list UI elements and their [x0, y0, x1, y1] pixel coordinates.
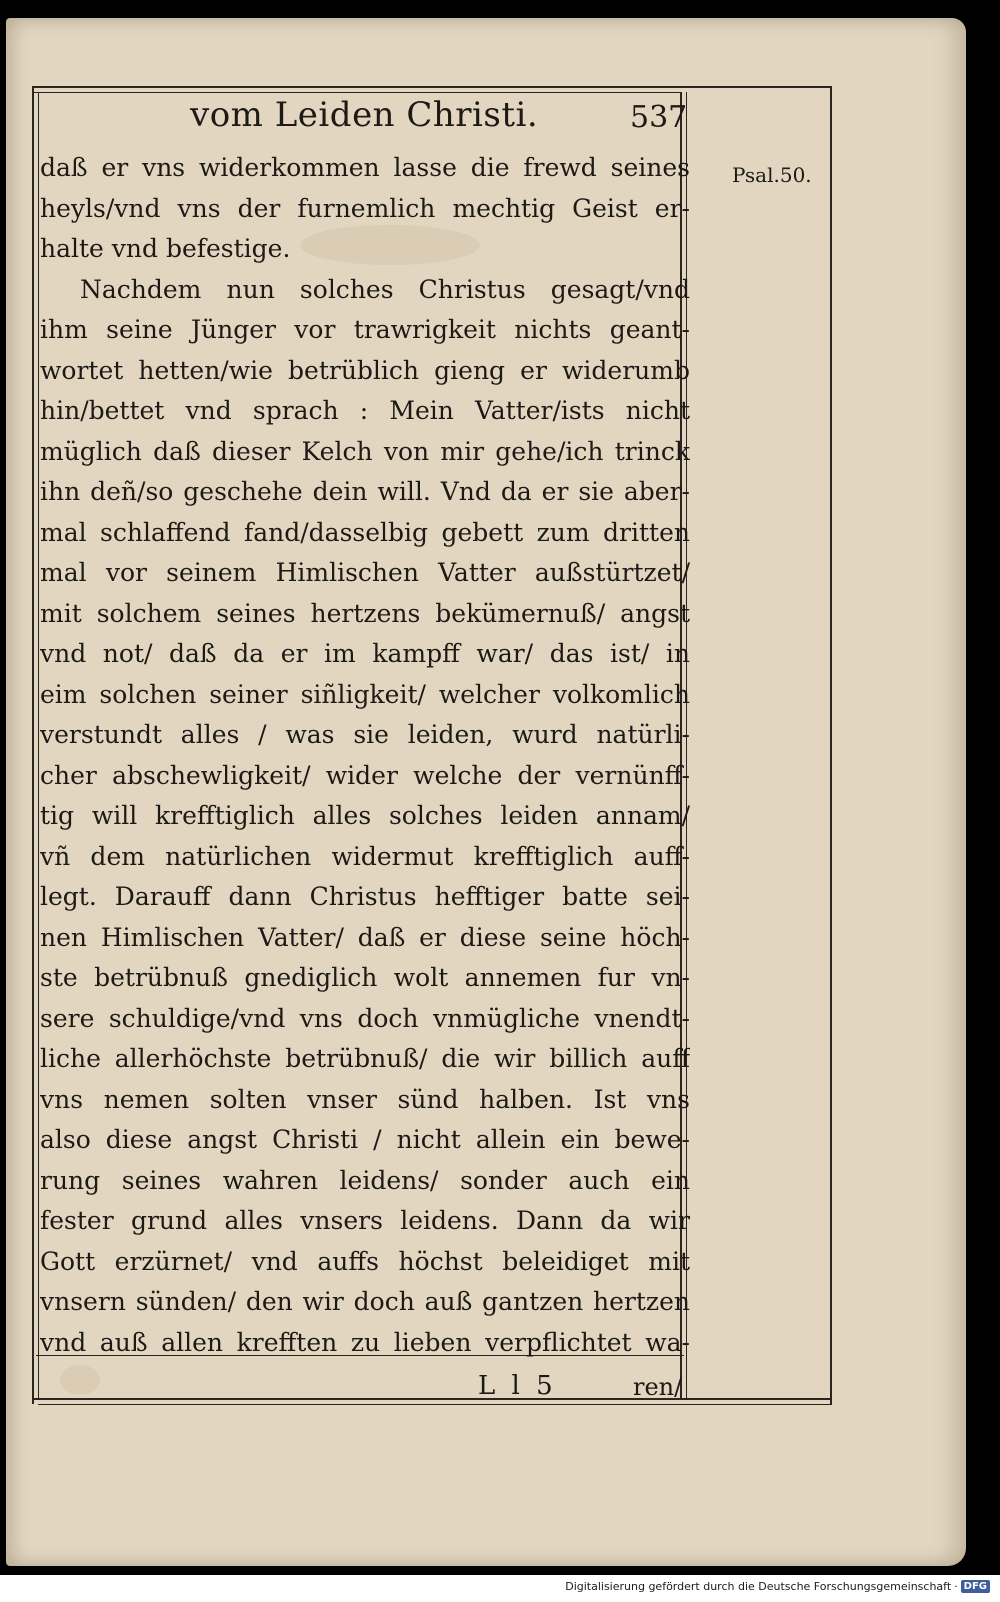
text-line: hin/bettet vnd sprach : Mein Vatter/ists nicht [40, 396, 690, 425]
text-line: also diese angst Christi / nicht allein ein bewe- [40, 1125, 690, 1154]
text-line: rung seines wahren leidens/ sonder auch ein [40, 1165, 690, 1195]
text-line: sere schuldige/vnd vns doch vnmügliche vnendt- [40, 1003, 690, 1033]
frame-left-rule-inner [38, 92, 39, 1398]
page-number: 537 [630, 100, 688, 135]
text-line: heyls/vnd vns der furnemlich mechtig Geist er- [40, 193, 690, 223]
text-line: fester grund alles vnsers leidens. Dann da wir [40, 1206, 690, 1235]
text-line: mal schlaffend fand/dasselbig gebett zum dritten [40, 517, 690, 547]
text-line: ihm seine Jünger vor trawrigkeit nichts geant- [40, 315, 690, 344]
frame-left-rule [32, 88, 34, 1404]
text-line: halte vnd befestige. [40, 234, 291, 263]
credit-text: Digitalisierung gefördert durch die Deutsche Forschungsgemeinschaft [565, 1580, 952, 1593]
text-line: daß er vns widerkommen lasse die frewd seines [40, 153, 690, 182]
text-line: Nachdem nun solches Christus gesagt/vnd [80, 274, 690, 304]
text-line: verstundt alles / was sie leiden, wurd natürli- [40, 720, 690, 749]
catchword: ren/ [633, 1373, 683, 1401]
text-line: eim solchen seiner siñligkeit/ welcher volkomlich [40, 679, 690, 709]
text-line: Gott erzürnet/ vnd auffs höchst beleidiget mit [40, 1246, 690, 1276]
text-line: mit solchem seines hertzens bekümernuß/ angst [40, 598, 690, 628]
frame-bottom-rule [32, 1398, 832, 1400]
frame-top-rule-inner [32, 92, 680, 93]
digitization-credit [565, 1580, 990, 1593]
text-line: wortet hetten/wie betrüblich gieng er widerumb [40, 355, 690, 385]
text-line: mal vor seinem Himlischen Vatter außstürtzet/ [40, 558, 690, 587]
text-line: vnd auß allen krefften zu lieben verpflichtet wa- [40, 1327, 690, 1357]
frame-outer-right-rule [830, 86, 832, 1404]
page-stain [60, 1365, 100, 1395]
margin-note: Psal.50. [732, 163, 812, 187]
frame-top-rule [32, 86, 832, 88]
text-line: liche allerhöchste betrübnuß/ die wir billich auff [40, 1044, 690, 1073]
body-text [40, 148, 690, 1363]
text-line: müglich daß dieser Kelch von mir gehe/ich trinck [40, 436, 690, 466]
text-line: vñ dem natürlichen widermut krefftiglich auff- [40, 841, 690, 871]
dfg-logo-icon: DFG [961, 1580, 990, 1593]
running-title: vom Leiden Christi. [190, 95, 539, 135]
text-line: tig will krefftiglich alles solches leiden annam/ [40, 801, 690, 830]
text-line: legt. Darauff dann Christus hefftiger batte sei- [40, 882, 690, 911]
text-line: vnd not/ daß da er im kampff war/ das ist/ in [40, 639, 690, 668]
text-line: nen Himlischen Vatter/ daß er diese seine höch- [40, 922, 690, 952]
signature-mark: L l 5 [478, 1371, 557, 1401]
text-line: vnsern sünden/ den wir doch auß gantzen hertzen [40, 1287, 690, 1316]
text-line: vns nemen solten vnser sünd halben. Ist vns [40, 1084, 690, 1114]
credit-separator: · [954, 1580, 958, 1593]
text-line: cher abschewligkeit/ wider welche der vernünff- [40, 760, 690, 790]
frame-bottom-rule-outer [38, 1404, 832, 1405]
text-line: ihn deñ/so geschehe dein will. Vnd da er sie aber- [40, 477, 690, 506]
text-line: ste betrübnuß gnediglich wolt annemen fur vn- [40, 963, 690, 992]
